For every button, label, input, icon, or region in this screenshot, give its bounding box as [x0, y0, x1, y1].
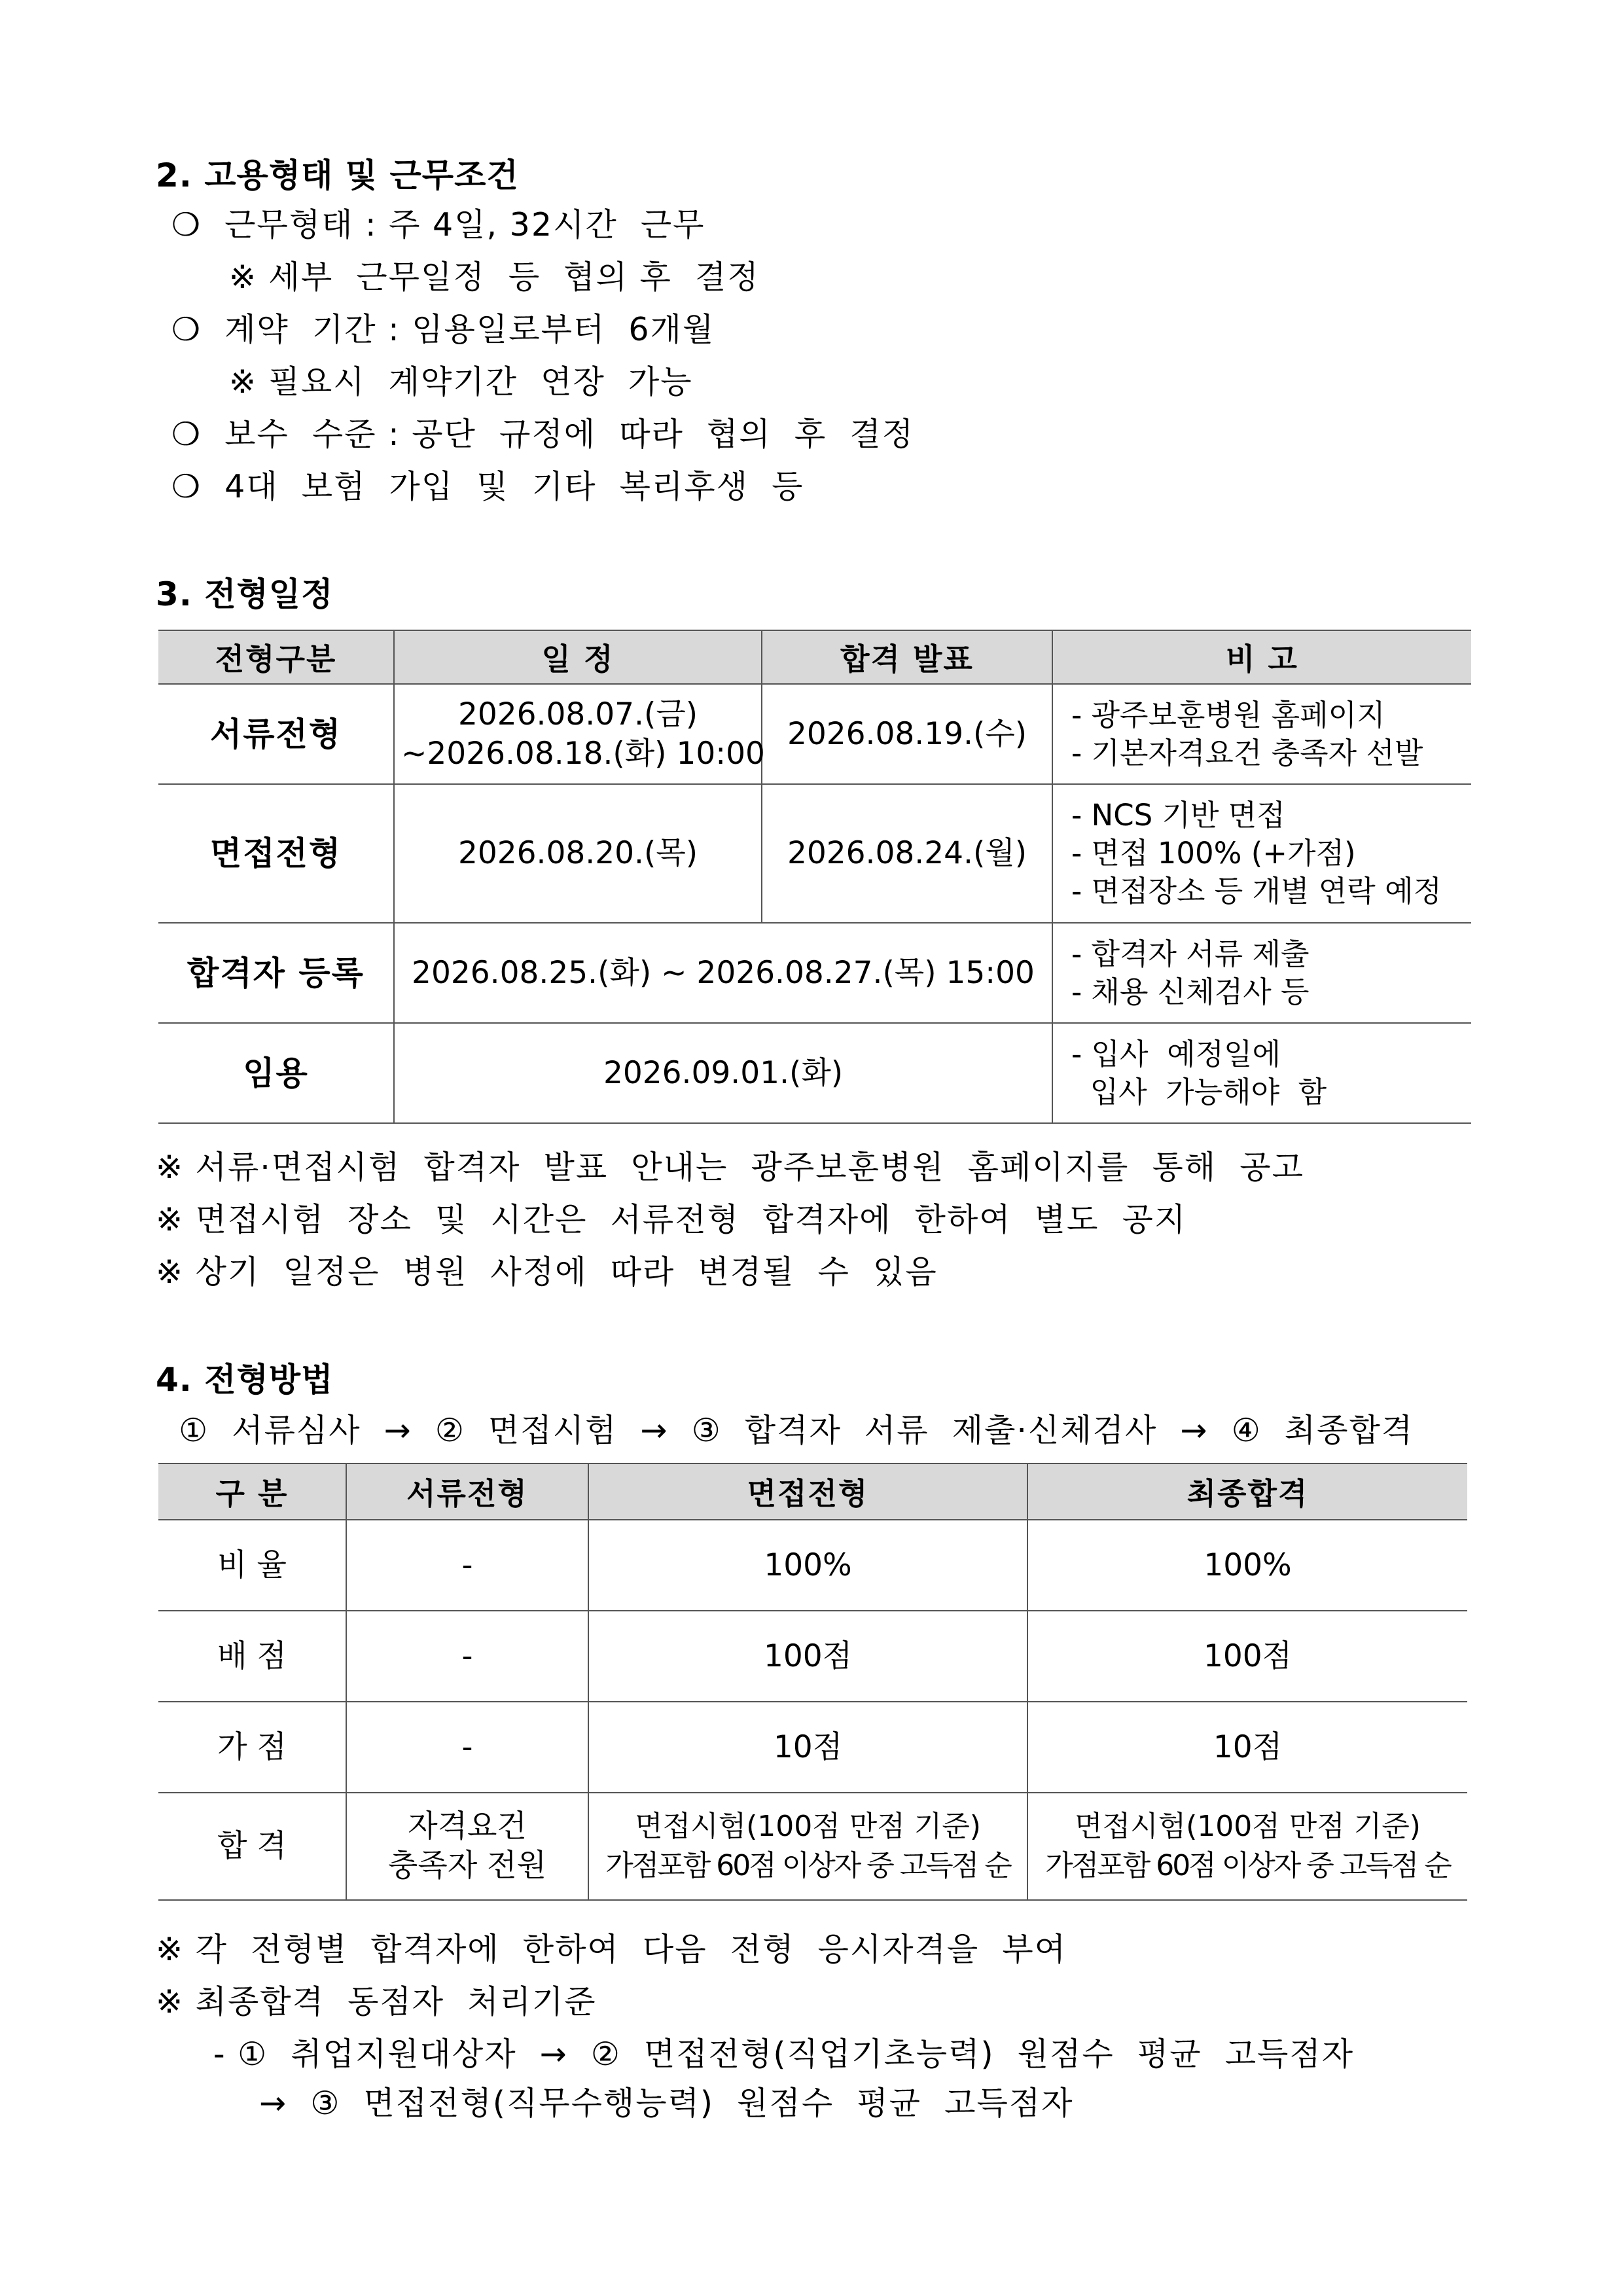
section-2-item: ❍ 보수 수준 : 공단 규정에 따라 협의 후 결정 [171, 416, 914, 453]
section-2-item: ※ 세부 근무일정 등 협의 후 결정 [171, 259, 760, 296]
schedule-date: 2026.08.25.(화) ~ 2026.08.27.(목) 15:00 [394, 923, 1052, 1023]
section-2-item: ❍ 계약 기간 : 임용일로부터 6개월 [171, 311, 715, 348]
table-row [158, 1023, 1471, 1123]
schedule-note: - 입사 예정일에 입사 가능해야 함 [1052, 1023, 1471, 1123]
interview-value: 면접시험(100점 만점 기준) 가점포함 60점 이상자 중 고득점 순 [588, 1793, 1027, 1900]
method-table [158, 1463, 1467, 1901]
schedule-header: 비 고 [1052, 630, 1471, 684]
row-label: 배 점 [158, 1611, 346, 1702]
method-footnote: - ① 취업지원대상자 → ② 면접전형(직업기초능력) 원점수 평균 고득점자 [156, 2036, 1355, 2073]
table-row [158, 684, 1471, 784]
schedule-note: - 광주보훈병원 홈페이지 - 기본자격요건 충족자 선발 [1052, 684, 1471, 784]
stage-name: 임용 [158, 1023, 394, 1123]
doc-value: - [346, 1520, 588, 1611]
table-row [158, 1702, 1467, 1793]
interview-value: 100점 [588, 1611, 1027, 1702]
table-row [158, 784, 1471, 923]
interview-value: 100% [588, 1520, 1027, 1611]
final-value: 10점 [1027, 1702, 1467, 1793]
schedule-header: 전형구분 [158, 630, 394, 684]
method-footnote: ※ 최종합격 동점자 처리기준 [156, 1983, 597, 2020]
final-value: 100% [1027, 1520, 1467, 1611]
schedule-note: - NCS 기반 면접 - 면접 100% (+가점) - 면접장소 등 개별 연락 예정 [1052, 784, 1471, 923]
method-header: 면접전형 [588, 1463, 1027, 1520]
doc-value: 자격요건 충족자 전원 [346, 1793, 588, 1900]
method-footnote: → ③ 면접전형(직무수행능력) 원점수 평균 고득점자 [156, 2085, 1074, 2122]
section-3-title: 3. 전형일정 [156, 575, 334, 613]
stage-name: 서류전형 [158, 684, 394, 784]
schedule-header: 일 정 [394, 630, 762, 684]
schedule-footnote: ※ 서류·면접시험 합격자 발표 안내는 광주보훈병원 홈페이지를 통해 공고 [156, 1149, 1304, 1186]
row-label: 비 율 [158, 1520, 346, 1611]
final-value: 면접시험(100점 만점 기준) 가점포함 60점 이상자 중 고득점 순 [1027, 1793, 1467, 1900]
stage-name: 면접전형 [158, 784, 394, 923]
section-2-item: ※ 필요시 계약기간 연장 가능 [171, 363, 693, 401]
table-row [158, 1611, 1467, 1702]
table-row [158, 923, 1471, 1023]
result-date: 2026.08.24.(월) [762, 784, 1052, 923]
method-footnote: ※ 각 전형별 합격자에 한하여 다음 전형 응시자격을 부여 [156, 1931, 1067, 1968]
result-date: 2026.08.19.(수) [762, 684, 1052, 784]
method-header: 최종합격 [1027, 1463, 1467, 1520]
schedule-date: 2026.08.20.(목) [394, 784, 762, 923]
interview-value: 10점 [588, 1702, 1027, 1793]
schedule-note: - 합격자 서류 제출 - 채용 신체검사 등 [1052, 923, 1471, 1023]
row-label: 합 격 [158, 1793, 346, 1900]
schedule-date: 2026.08.07.(금) ~2026.08.18.(화) 10:00 [394, 684, 762, 784]
schedule-footnote: ※ 면접시험 장소 및 시간은 서류전형 합격자에 한하여 별도 공지 [156, 1201, 1187, 1238]
schedule-table [158, 630, 1471, 1124]
doc-value: - [346, 1702, 588, 1793]
final-value: 100점 [1027, 1611, 1467, 1702]
section-2-item: ❍ 4대 보험 가입 및 기타 복리후생 등 [171, 468, 804, 505]
selection-flow: ① 서류심사 → ② 면접시험 → ③ 합격자 서류 제출·신체검사 → ④ 최종합격 [156, 1412, 1414, 1449]
table-row [158, 1793, 1467, 1900]
method-header: 서류전형 [346, 1463, 588, 1520]
section-2-item: ❍ 근무형태 : 주 4일, 32시간 근무 [171, 206, 705, 243]
row-label: 가 점 [158, 1702, 346, 1793]
table-row [158, 1520, 1467, 1611]
section-2-title: 2. 고용형태 및 근무조건 [156, 156, 519, 194]
schedule-footnote: ※ 상기 일정은 병원 사정에 따라 변경될 수 있음 [156, 1253, 938, 1291]
schedule-date: 2026.09.01.(화) [394, 1023, 1052, 1123]
schedule-header: 합격 발표 [762, 630, 1052, 684]
doc-value: - [346, 1611, 588, 1702]
method-header: 구 분 [158, 1463, 346, 1520]
section-4-title: 4. 전형방법 [156, 1361, 334, 1399]
stage-name: 합격자 등록 [158, 923, 394, 1023]
